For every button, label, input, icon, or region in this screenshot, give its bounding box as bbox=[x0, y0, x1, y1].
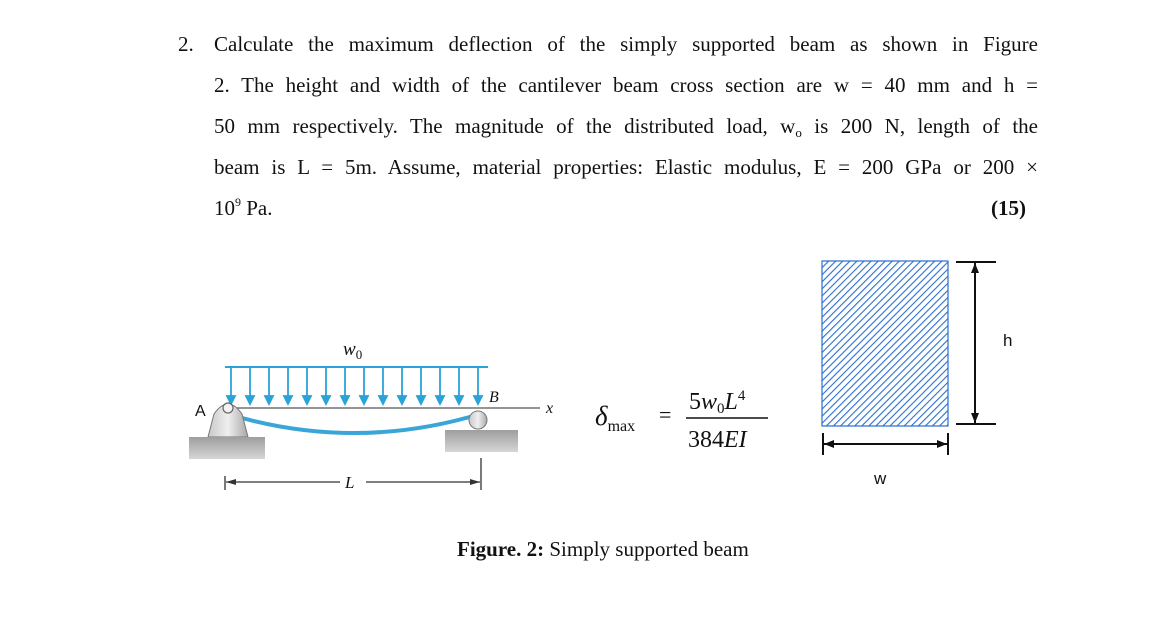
distributed-load-arrows bbox=[227, 367, 482, 404]
caption-prefix: Figure. 2: bbox=[457, 537, 545, 561]
load-arrow bbox=[227, 367, 235, 404]
question-line-4: beam is L = 5m. Assume, material properties: Elastic modulus, E = 200 GPa or 200 × bbox=[214, 155, 1038, 179]
formula-equals: = bbox=[659, 402, 672, 427]
deflected-beam bbox=[228, 414, 480, 433]
load-arrow bbox=[455, 367, 463, 404]
load-label: $w_0$ bbox=[343, 339, 363, 362]
load-arrow bbox=[265, 367, 273, 404]
support-label-b: B bbox=[489, 389, 499, 406]
caption-text: Simply supported beam bbox=[544, 537, 749, 561]
height-dimension bbox=[956, 262, 996, 424]
load-arrow bbox=[360, 367, 368, 404]
modulus-base: 10 bbox=[214, 196, 235, 220]
formula-numerator: $5w0L^4$ bbox=[689, 388, 746, 417]
load-arrow bbox=[436, 367, 444, 404]
height-label: h bbox=[1003, 331, 1013, 350]
load-arrow bbox=[303, 367, 311, 404]
line3-text: 50 mm respectively. The magnitude of the distributed load, w bbox=[214, 114, 796, 138]
load-arrow bbox=[246, 367, 254, 404]
load-subscript: o bbox=[795, 125, 802, 140]
load-arrow bbox=[474, 367, 482, 404]
cross-section-rectangle bbox=[822, 261, 948, 426]
modulus-unit: Pa. bbox=[241, 196, 273, 220]
formula-lhs: $\delta_{max}$ bbox=[595, 401, 636, 435]
question-number: 2. bbox=[178, 32, 194, 56]
deflection-formula bbox=[595, 388, 768, 453]
load-arrow bbox=[379, 367, 387, 404]
modulus-exponent: 9 bbox=[235, 195, 241, 209]
axis-label-x: x bbox=[546, 400, 554, 417]
width-dimension bbox=[823, 433, 948, 455]
question-line-2: 2. The height and width of the cantilever beam cross section are w = 40 mm and h = bbox=[214, 73, 1038, 97]
formula-denominator: 384EI bbox=[688, 427, 747, 453]
line3-rest: is 200 N, length of the bbox=[801, 114, 1039, 138]
load-arrow bbox=[341, 367, 349, 404]
width-label: w bbox=[874, 469, 887, 488]
marks-label: (15) bbox=[991, 196, 1026, 220]
load-arrow bbox=[284, 367, 292, 404]
load-arrow bbox=[398, 367, 406, 404]
question-line-1: Calculate the maximum deflection of the simply supported beam as shown in Figure bbox=[214, 32, 1038, 56]
roller-support-right bbox=[445, 411, 518, 452]
load-arrow bbox=[322, 367, 330, 404]
figure-caption bbox=[457, 537, 749, 562]
length-label: L bbox=[345, 473, 355, 492]
support-label-a: A bbox=[195, 403, 206, 420]
load-arrow bbox=[417, 367, 425, 404]
